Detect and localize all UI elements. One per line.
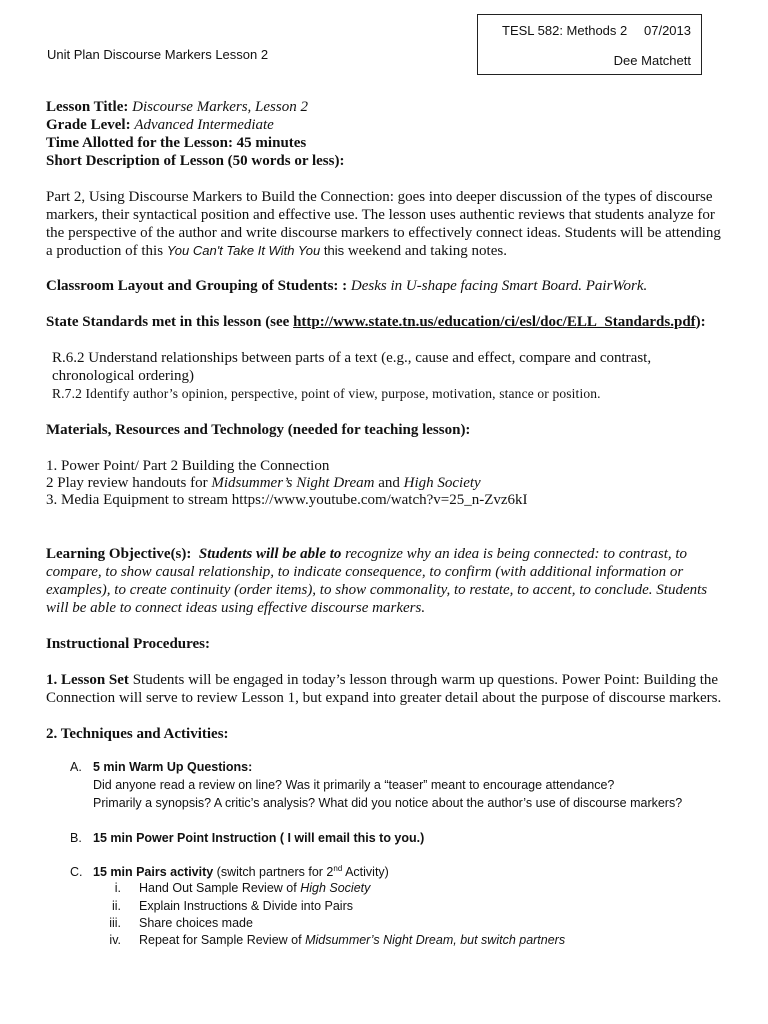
description-line-3: the perspective of the author and write discourse markers to effectively connect ideas. Students will be attending <box>46 225 721 241</box>
short-description-label-text: Short Description of Lesson (50 words or less): <box>46 153 345 169</box>
objectives-line-2 <box>46 563 683 581</box>
objectives-line-3 <box>46 581 707 599</box>
midsummer-title: Midsummer’s Night Dream <box>211 475 375 491</box>
description-line-1: Part 2, Using Discourse Markers to Build the Connection: goes into deeper discussion of the types of discourse <box>46 189 713 205</box>
item-c-note-sup: nd <box>333 863 343 873</box>
item-c-i-italic: High Society <box>300 881 371 895</box>
header-box <box>477 14 702 75</box>
high-society-title: High Society <box>403 475 481 491</box>
unit-plan-title: Unit Plan Discourse Markers Lesson 2 <box>47 47 269 62</box>
classroom-layout-value: Desks in U-shape facing Smart Board. PairWork. <box>347 278 648 294</box>
procedures-label <box>46 635 210 653</box>
short-description-label <box>46 152 344 170</box>
materials-item-2 <box>46 474 481 492</box>
objectives-lead: Students will be able to <box>198 546 342 562</box>
materials-item-2-text: 2 Play review handouts for <box>46 475 212 491</box>
description-line-4-this: this <box>320 243 345 258</box>
materials-item-3: 3. Media Equipment to stream https://www.youtube.com/watch?v=25_n-Zvz6kI <box>46 492 528 508</box>
item-c-title-text: 15 min Pairs activity <box>93 865 214 879</box>
objectives-line-1 <box>46 545 687 563</box>
description-line-4-start: a production of this <box>46 243 167 259</box>
item-c-i-num: i. <box>114 881 121 895</box>
objectives-label: Learning Objective(s): <box>46 546 192 562</box>
author-name: Dee Matchett <box>613 53 691 68</box>
objectives-line-4 <box>46 599 425 617</box>
state-standards-label-end: ): <box>695 314 706 330</box>
item-c-i-text <box>139 881 370 895</box>
item-c-ii-text <box>139 899 353 913</box>
item-c-iv-italic: Midsummer’s Night Dream, but switch partners <box>305 933 566 947</box>
lesson-set-line-2: Connection will serve to review Lesson 1, but expand into greater detail about the purpose of discourse markers. <box>46 690 722 706</box>
standard-r62-line-1: R.6.2 Understand relationships between parts of a text (e.g., cause and effect, compare and contrast, <box>52 350 652 366</box>
lesson-set-label: 1. Lesson Set <box>46 672 129 688</box>
play-title: You Can't Take It With You <box>166 243 321 258</box>
item-a-title-text: 5 min Warm Up Questions: <box>93 760 253 774</box>
course-date: 07/2013 <box>644 23 691 38</box>
item-c-note: (switch partners for 2 <box>213 865 334 879</box>
standard-r72: R.7.2 Identify author’s opinion, perspective, point of view, purpose, motivation, stance or position. <box>52 386 601 401</box>
classroom-layout-label: Classroom Layout and Grouping of Students: : <box>46 278 348 294</box>
time-allotted-text: Time Allotted for the Lesson: 45 minutes <box>46 135 307 151</box>
description-line-4-end: weekend and taking notes. <box>344 243 507 259</box>
materials-item-2-and: and <box>374 475 404 491</box>
techniques-label-text: 2. Techniques and Activities: <box>46 726 229 742</box>
course-name: TESL 582: Methods 2 <box>502 23 628 38</box>
item-c-iii-label: Share choices made <box>139 916 253 930</box>
state-standards-label: State Standards met in this lesson (see <box>46 314 294 330</box>
item-a-line-2: Primarily a synopsis? A critic’s analysis? What did you notice about the author’s use of discourse markers? <box>93 796 683 810</box>
item-a-letter: A. <box>70 760 82 774</box>
item-c-iv-label: Repeat for Sample Review of <box>139 933 306 947</box>
objectives-text-1: recognize why an idea is being connected: to contrast, to <box>341 546 688 562</box>
lesson-title-label: Lesson Title: <box>46 99 129 115</box>
item-c-iv-num: iv. <box>109 933 121 947</box>
item-c-letter: C. <box>70 865 83 879</box>
item-c-i-label: Hand Out Sample Review of <box>139 881 301 895</box>
grade-level-value: Advanced Intermediate <box>134 117 274 133</box>
item-c-ii-label: Explain Instructions & Divide into Pairs <box>139 899 353 913</box>
materials-label-text: Materials, Resources and Technology (needed for teaching lesson): <box>46 422 471 438</box>
standard-r62-line-2: chronological ordering) <box>52 368 195 384</box>
materials-item-1: 1. Power Point/ Part 2 Building the Connection <box>46 458 330 474</box>
materials-label <box>46 421 470 439</box>
item-b-title-text: 15 min Power Point Instruction ( I will email this to you.) <box>93 831 425 845</box>
lesson-title-value: Discourse Markers, Lesson 2 <box>132 99 308 115</box>
item-c-ii-num: ii. <box>111 899 121 913</box>
item-c-note-end: Activity) <box>342 865 389 879</box>
lesson-title-line <box>46 98 308 116</box>
item-c-iii-num: iii. <box>109 916 121 930</box>
procedures-label-text: Instructional Procedures: <box>46 636 211 652</box>
item-a-title <box>93 758 252 776</box>
description-line-4 <box>46 242 507 260</box>
state-standards-line <box>46 313 706 331</box>
objectives-text-4: will be able to connect ideas using effective discourse markers. <box>46 600 426 616</box>
lesson-set-text-1: Students will be engaged in today’s lesson through warm up questions. Power Point: Building the <box>128 672 719 688</box>
standards-link[interactable]: http://www.state.tn.us/education/ci/esl/doc/ELL_Standards.pdf <box>293 314 696 330</box>
grade-level-line <box>46 116 274 134</box>
item-c-title <box>93 863 389 881</box>
item-b-letter: B. <box>70 831 82 845</box>
grade-level-label: Grade Level: <box>46 117 131 133</box>
classroom-layout-line <box>46 277 647 295</box>
techniques-label <box>46 725 229 743</box>
objectives-text-3: examples), to create continuity (order items), to show commonality, to restate, to accent, to conclude. Students <box>46 582 708 598</box>
lesson-set-line-1 <box>46 671 718 689</box>
item-a-line-1: Did anyone read a review on line? Was it primarily a “teaser” meant to encourage attendance? <box>93 778 615 792</box>
description-line-2: markers, their syntactical position and effective use. The lesson uses authentic reviews that students analyze for <box>46 207 715 223</box>
item-c-iii-text <box>139 916 253 930</box>
time-allotted <box>46 134 306 152</box>
item-b-title <box>93 829 424 847</box>
objectives-text-2: compare, to show causal relationship, to indicate consequence, to confirm (with additional information or <box>46 564 684 580</box>
item-c-iv-text <box>139 933 565 947</box>
